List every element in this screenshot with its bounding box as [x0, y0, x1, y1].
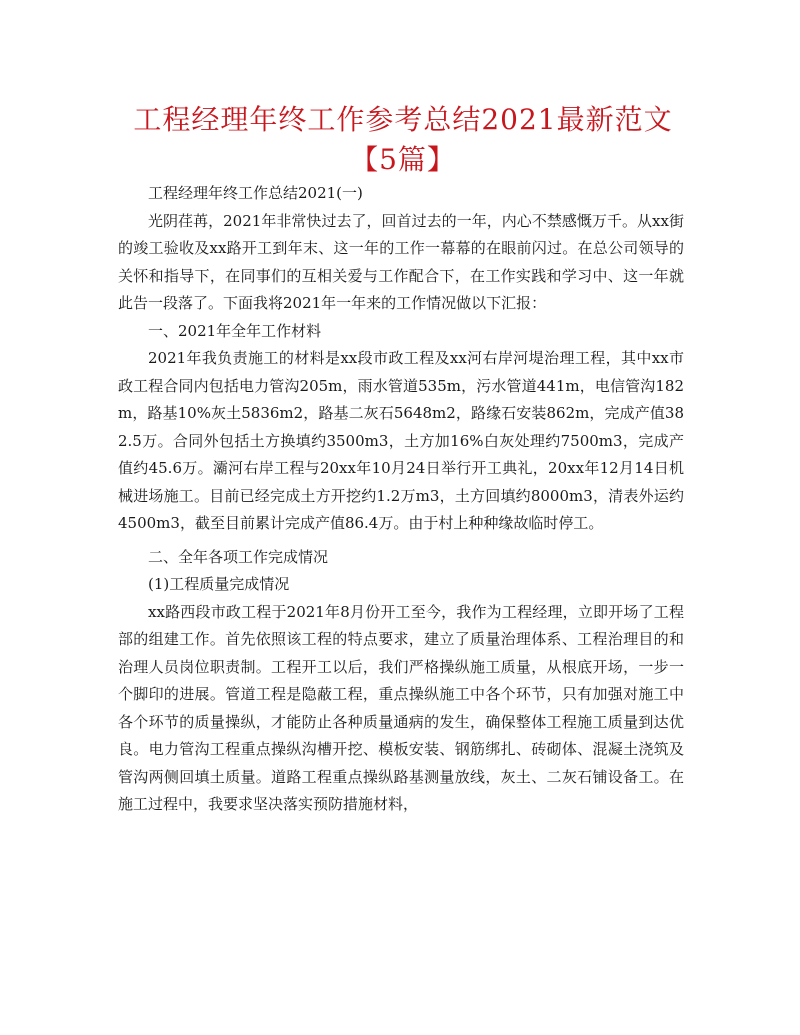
paragraph: 光阴荏苒，2021年非常快过去了，回首过去的一年，内心不禁感慨万千。从xx街的竣工验收及xx路开工到年末、这一年的工作一幕幕的在眼前闪过。在总公司领导的关怀和指导下，在同事们的互相关爱与工作配合下，在工作实践和学习中、这一年就此告一段落了。下面我将2021年一年来的工作情况做以下汇报： [118, 211, 684, 312]
section-heading: (1)工程质量完成情况 [148, 575, 290, 593]
section-heading: 工程经理年终工作总结2021(一) [148, 184, 363, 202]
section-heading: 一、2021年全年工作材料 [148, 321, 322, 340]
paragraph: 2021年我负责施工的材料是xx段市政工程及xx河右岸河堤治理工程，其中xx市政工程合同内包括电力管沟205m，雨水管道535m，污水管道441m，电信管沟182m，路基10%灰土5836m2，路基二灰石5648m2，路缘石安装862m，完成产值382.5万。合同外包括土方换填约3500m3，土方加16%白灰处理约7500m3，完成产值约45.6万。灞河右岸工程与20xx年10月24日举行开工典礼，20xx年12月14日机械进场施工。目前已经完成土方开挖约1.2万m3，土方回填约8000m3，清表外运约4500m3，截至目前累计完成产值86.4万。由于村上种种缘故临时停工。 [118, 349, 684, 532]
document-title: 工程经理年终工作参考总结2021最新范文【5篇】 [133, 103, 673, 176]
section-heading: 二、全年各项工作完成情况 [148, 547, 329, 566]
paragraph: xx路西段市政工程于2021年8月份开工至今，我作为工程经理，立即开场了工程部的组建工作。首先依照该工程的特点要求，建立了质量治理体系、工程治理目的和治理人员岗位职责制。工程开工以后，我们严格操纵施工质量，从根底开场，一步一个脚印的进展。管道工程是隐蔽工程，重点操纵施工中各个环节，只有加强对施工中各个环节的质量操纵，才能防止各种质量通病的发生，确保整体工程施工质量到达优良。电力管沟工程重点操纵沟槽开挖、模板安装、钢筋绑扎、砖砌体、混凝土浇筑及管沟两侧回填土质量。道路工程重点操纵路基测量放线，灰土、二灰石铺设备工。在施工过程中，我要求坚决落实预防措施材料， [118, 602, 684, 813]
document-body [118, 180, 684, 819]
